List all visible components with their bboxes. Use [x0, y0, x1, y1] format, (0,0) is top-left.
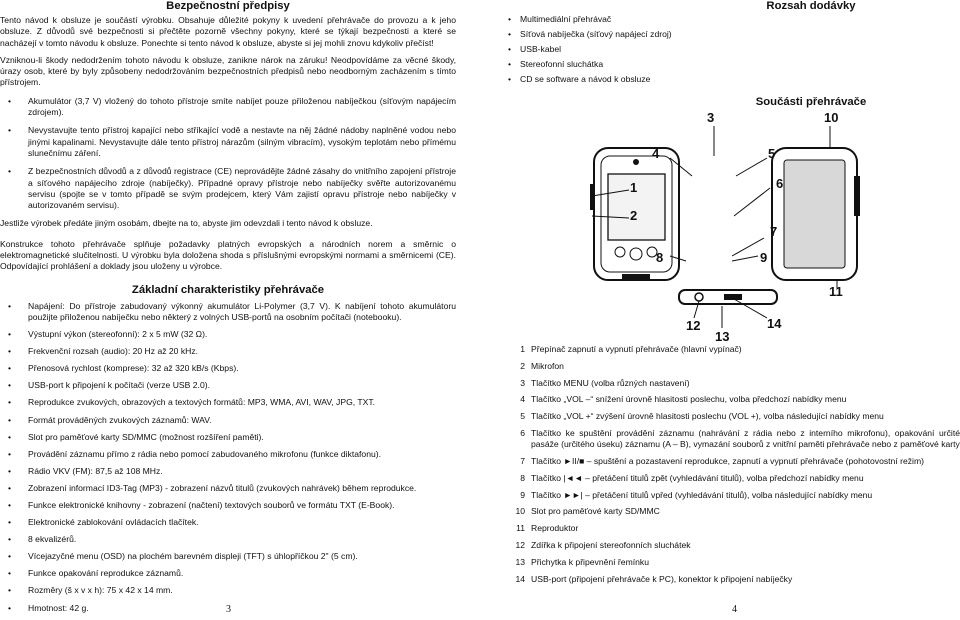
list-item: • Elektronické zablokování ovládacích tlačítek.: [0, 517, 456, 528]
list-item: 3 Tlačítko MENU (volba různých nastavení): [520, 377, 690, 388]
callout-number: 9: [760, 250, 768, 265]
list-item: • Frekvenční rozsah (audio): 20 Hz až 20 kHz.: [0, 346, 456, 357]
callout-number: 11: [829, 284, 843, 299]
list-item: 7 Tlačítko ►II/■ – spuštění a pozastavení reprodukce, zapnutí a vypnutí přehrávače (pohotovostní režim): [520, 456, 924, 467]
list-item: 9 Tlačítko ►►| – přetáčení titulů vpřed (vyhledávání titulů), volba následující nabídky menu: [520, 489, 873, 500]
callout-number: 13: [715, 329, 730, 344]
callout-number: 5: [768, 146, 776, 161]
list-item: • Rádio VKV (FM): 87,5 až 108 MHz.: [0, 466, 456, 477]
callout-number: 7: [770, 224, 778, 239]
page-number-left: 3: [226, 604, 231, 615]
list-item: 8 Tlačítko |◄◄ – přetáčení titulů zpět (vyhledávání titulů), volba předchozí nabídky menu: [520, 472, 864, 483]
list-item: • Nevystavujte tento přístroj kapající nebo stříkající vodě a nestavte na něj žádné nádoby naplněné vodou nebo jinými kapalinami. Nevystavujte dále tento přístroj nárazům (silným vibracím), vysokým teplotám nebo přímému slunečnímu záření.: [0, 125, 456, 159]
list-item: • Síťová nabíječka (síťový napájecí zdroj): [506, 29, 766, 40]
list-item: • Reprodukce zvukových, obrazových a textových formátů: MP3, WMA, AVI, WAV, JPG, TXT.: [0, 397, 456, 408]
list-item: • 8 ekvalizérů.: [0, 534, 456, 545]
box-list: [506, 14, 766, 88]
list-item: 4 Tlačítko „VOL –“ snížení úrovně hlasitosti poslechu, volba předchozí nabídky menu: [520, 394, 847, 405]
safety-intro: Tento návod k obsluze je součástí výrobku. Obsahuje důležité pokyny k uvedení přehrávače do provozu a k jeho obsluze. Z důvodů své bezpečnosti si přečtěte pozorně všechny pokyny, které se týkají bezpečnosti a které se nacházejí v tomto návodu k obsluze. Ponechte si tento návod k obsluze, abyste si jej mohli znovu kdykoliv přečíst!: [0, 15, 456, 48]
callout-number: 6: [776, 176, 784, 191]
list-item: 14 USB-port (připojení přehrávače k PC), konektor k připojení nabíječky: [515, 573, 793, 584]
list-item: • Výstupní výkon (stereofonní): 2 x 5 mW (32 Ω).: [0, 329, 456, 340]
list-item: • CD se software a návod k obsluze: [506, 74, 766, 85]
list-item: • Funkce elektronické knihovny - zobrazení (načtení) textových souborů ve formátu TXT (E-Book).: [0, 500, 456, 511]
list-item: • Multimediální přehrávač: [506, 14, 766, 25]
list-item: 11 Reproduktor: [516, 523, 579, 534]
callout-number: 8: [656, 250, 664, 265]
list-item: • Přenosová rychlost (komprese): 32 až 320 kB/s (Kbps).: [0, 363, 456, 374]
list-item: • Slot pro paměťové karty SD/MMC (možnost rozšíření paměti).: [0, 432, 456, 443]
list-item: • USB-port k připojení k počítači (verze USB 2.0).: [0, 380, 456, 391]
safety-title: Bezpečnostní předpisy: [166, 0, 290, 12]
list-item: • Stereofonní sluchátka: [506, 59, 766, 70]
callout-number: 3: [707, 110, 715, 125]
list-item: • Z bezpečnostních důvodů a z důvodů registrace (CE) neprovádějte žádné zásahy do vnitřního zapojení přístroje a síťového napájecího zdroje (nabíječky). Případné opravy přístroje nebo nabíječky svěřte autorizovanému servisu (spojte se v tomto případě se svým prodejcem, který Vám zajistí opravu přístroje nebo nabíječky v autorizovaném servisu).: [0, 166, 456, 211]
list-item: • Hmotnost: 42 g.: [0, 603, 456, 614]
list-item: • Formát prováděných zvukových záznamů: WAV.: [0, 415, 456, 426]
list-item: 2 Mikrofon: [520, 360, 564, 371]
list-item: • Napájení: Do přístroje zabudovaný výkonný akumulátor Li-Polymer (3,7 V). K nabíjení tohoto akumulátoru použijte přiloženou nabíječku nebo některý z volných USB-portů na osobním počítači (notebooku).: [0, 301, 456, 324]
compliance-text: Konstrukce tohoto přehrávače splňuje požadavky platných evropských a národních norem a směrnic o elektromagnetické slučitelnosti. U výrobku byla doložena shoda s příslušnými evropskými normami a směrnicemi (CE). Odpovídající prohlášení a doklady jsou uloženy u výrobce.: [0, 238, 456, 272]
list-item: • Akumulátor (3,7 V) vložený do tohoto přístroje smíte nabíjet pouze přiloženou nabíječkou (síťovým napájecím zdrojem).: [0, 96, 456, 119]
specs-list: [0, 301, 456, 614]
list-item: 10 Slot pro paměťové karty SD/MMC: [515, 506, 660, 517]
list-item: • Zobrazení informací ID3-Tag (MP3) - zobrazení názvů titulů (zvukových nahrávek) během reprodukce.: [0, 483, 456, 494]
list-item: 1 Přepínač zapnutí a vypnutí přehrávače (hlavní vypínač): [520, 344, 742, 354]
list-item: • Víceјazyčné menu (OSD) na plochém barevném displeji (TFT) s úhlopříčkou 2" (5 cm).: [0, 551, 456, 562]
list-item: • Rozměry (š x v x h): 75 x 42 x 14 mm.: [0, 585, 456, 596]
callout-number: 1: [630, 180, 638, 195]
parts-list: [510, 344, 960, 590]
player-diagram: [574, 96, 899, 344]
list-item: 13 Přichytka k připevnění řemínku: [515, 556, 649, 567]
right-page: [506, 0, 960, 584]
left-page: [0, 0, 456, 620]
list-item: • Funkce opakování reprodukce záznamů.: [0, 568, 456, 579]
list-item: 5 Tlačítko „VOL +“ zvýšení úrovně hlasitosti poslechu (VOL +), volba následující nabídky menu: [520, 411, 884, 422]
callout-number: 14: [767, 316, 782, 331]
safety-list: [0, 96, 456, 212]
list-item: • USB-kabel: [506, 44, 766, 55]
callout-number: 10: [824, 110, 839, 125]
list-item: • Provádění záznamu přímo z rádia nebo pomocí zabudovaného mikrofonu (funkce diktafonu).: [0, 449, 456, 460]
list-item: 12 Zdířka k připojení stereofonních sluchátek: [515, 540, 691, 551]
player-bottom-illustration: [679, 290, 777, 304]
player-back-illustration: [772, 148, 860, 280]
page-number-right: 4: [732, 604, 737, 615]
third-party-note: Jestliže výrobek předáte jiným osobám, dbejte na to, abyste jim odevzdali i tento návod k obsluze.: [0, 218, 373, 229]
callout-number: 4: [652, 146, 660, 161]
specs-title: Základní charakteristiky přehrávače: [131, 283, 325, 296]
box-title: Rozsah dodávky: [766, 0, 856, 12]
parts-title: Součásti přehrávače: [755, 96, 867, 108]
callout-number: 12: [686, 318, 701, 333]
package-contents: [506, 0, 960, 88]
warranty-text: Vzniknou-li škody nedodržením tohoto návodu k obsluze, zanikne nárok na záruku! Neodpovídáme za věcné škody, úrazy osob, které by byly způsobeny nedodržováním bezpečnostních předpisů nebo neodborným zacházením s tímto přístrojem.: [0, 54, 456, 88]
callout-number: 2: [630, 208, 638, 223]
list-item: 6 Tlačítko ke spuštění provádění záznamu (nahrávání z rádia nebo z interního mikrofonu), opakování určité pasáže (určitého úseku) záznamu (A – B), vymazání souborů z vnitřní paměti přehrávače nebo z paměťové karty: [520, 427, 960, 450]
